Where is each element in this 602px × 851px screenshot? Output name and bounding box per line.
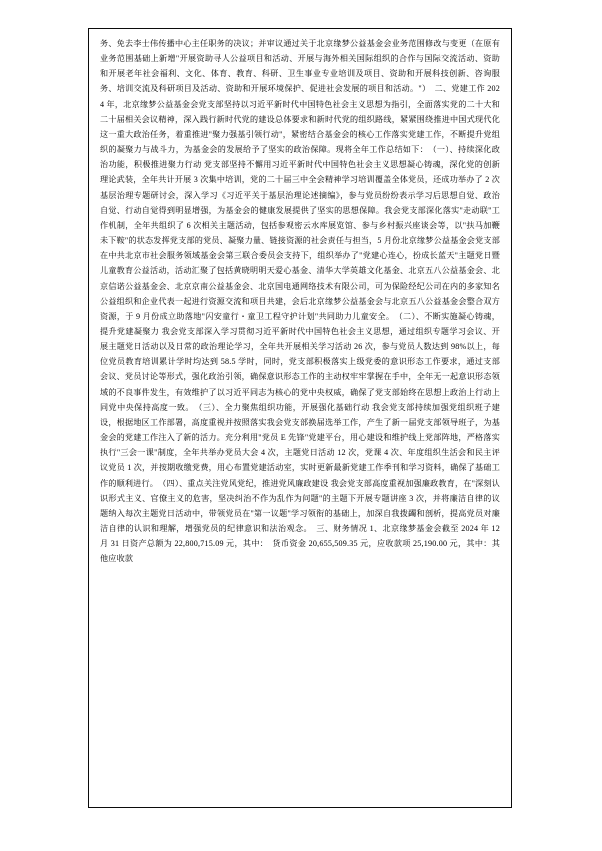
body-paragraph: 务、免去李士伟传播中心主任职务的决议；并审议通过关于北京缘梦公益基金会业务范围修改与变更（在原有业务范围基础上新增"开展资助寻人公益项目和活动、开展与海外相关国际组织的合作与国际交流活动、资助和开展老年社会福利、文化、体育、教育、科研、卫生事业专业培训及项目、资助和开展科技创新、咨询服务、培训交流及科研项目及活动、资助和开展环境保护、促进社会发展的项目和活动。"） 二、党建工作 2024 年，北京缘梦公益基金会党支部坚持以习近平新时代中国特色社会主义思想为指引，全面落实党的二十大和二十届相关会议精神，深入践行新时代党的建设总体要求和新时代党的组织路线，紧紧围绕推进中国式现代化这一重大政治任务，着重推进"聚力强基引领行动"，紧密结合基金会的核心工作落实党建工作，不断提升党组织的凝聚力与战斗力，为基金会的发展给予了坚实的政治保障。现将全年工作总结如下： （一）、持续深化政治功能，积极推进聚力行动 党支部坚持不懈用习近平新时代中国特色社会主义思想凝心铸魂，深化党的创新理论武装，全年共计开展 3 次集中培训，党的二十届三中全会精神学习培训覆盖全体党员，还成功举办了 2 次基层治理专题研讨会，深入学习《习近平关于基层治理论述摘编》，参与党员纷纷表示学习后思想自觉、政治自觉、行动自觉得到明显增强，为基金会的健康发展提供了坚实的思想保障。我会党支部深化落实"走动联"工作机制，全年共组织了 6 次相关主题活动，包括参观密云水库展览馆、参与乡村振兴座谈会等，以"扶马加鞭未下鞍"的状态发挥党支部的党员、凝聚力量、链接资源的社会责任与担当，5 月份北京缘梦公益基金会党支部在中共北京市社会服务领域基金会第三联合委员会支持下，组织举办了"党建心连心，扮成长蓝天"主题党日暨儿童教育公益活动，活动汇聚了包括黄晓明明天爱心基金、清华大学英雄文化基金、北京五八公益基金会、北京信诺公益基金会、北京京南公益基金会、北京国电通网络技术有限公司，可为保险经纪公司在内的多家知名公益组织和企业代表一起进行资源交流和项目共建，会后北京缘梦公益基金会与北京五八公益基金会整合双方资源，于 9 月份成立助落地"闪安童行・童卫工程守护计划"共同助力儿童安全。 （二）、不断实施凝心铸魂，提升党建凝聚力 我会党支部深入学习贯彻习近平新时代中国特色社会主义思想，通过组织专题学习会议、开展主题党日活动以及日常的政治理论学习，全年共开展相关学习活动 26 次，参与党员人数达到 98%以上，每位党员教育培训累计学时均达到 58.5 学时，同时，党支部积极落实上级党委的意识形态工作要求，通过支部会议、党员讨论等形式，强化政治引领，确保意识形态工作的主动权牢牢掌握在手中，全年无一起意识形态领域的不良事件发生，有效维护了以习近平同志为核心的党中央权威，确保了党支部始终在思想上政治上行动上同党中央保持高度一致。 （三）、全力聚焦组织功能，开展强化基础行动 我会党支部持续加强党组织班子建设，根据地区工作部署，高度重视并按照落实我会党支部换届选举工作，产生了新一届党支部领导班子，为基金会的党建工作注入了新的活力。充分利用"党员 E 先锋"党建平台，用心建设和维护线上党部阵地，严格落实执行"三会一课"制度，全年共举办党员大会 4 次，主题党日活动 12 次，党课 4 次、年度组织生活会和民主评议党员 1 次，并按期收缴党费，用心布置党建活动室，实时更新最新党建工作季刊和学习资料，确保了基础工作的顺利进行。 （四）、重点关注党风党纪，推进党风廉政建设 我会党支部高度重视加强廉政教育，在"深刻认识形式主义、官僚主义的危害，坚决纠治不作为乱作为问题"的主题下开展专题讲座 3 次，并将廉洁自律的议题纳入每次主题党日活动中，带领党员在"第一议题"学习领衔的基础上，加深自我拨蠲和剖析，提高党员对廉洁自律的认识和理解，增强党员的纪律意识和法治观念。 三、财务情况 1、北京缘梦基金会截至 2024 年 12 月 31 日资产总额为 22,800,715.09 元，其中： 货币资金 20,655,509.35 元，应收款项 25,190.00 元，其中：其他应收款 <box>100 39 503 564</box>
document-text-block <box>96 36 504 566</box>
